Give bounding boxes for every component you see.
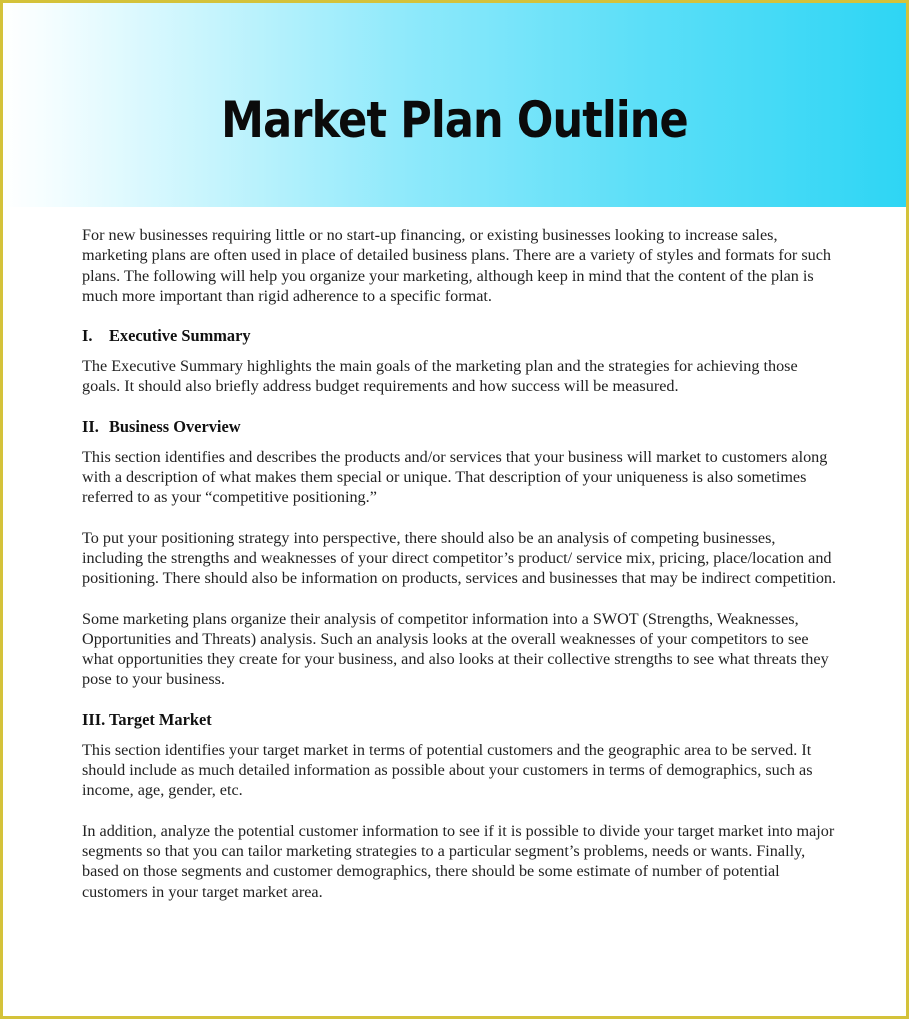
section-heading-target-market	[82, 710, 837, 730]
section-number: I.	[82, 326, 93, 346]
section-title: Executive Summary	[109, 326, 251, 346]
paragraph: Some marketing plans organize their analysis of competitor information into a SWOT (Strengths, Weaknesses, Opportunities and Threats) analysis. Such an analysis looks at the overall weaknesses of your competitors to see what opportunities they create for your business, and also looks at their collective strengths to see what threats they pose to your business.	[82, 609, 829, 689]
intro-paragraph: For new businesses requiring little or no start-up financing, or existing businesses looking to increase sales, marketing plans are often used in place of detailed business plans. There are a variety of styles and formats for such plans. The following will help you organize your marketing, although keep in mind that the content of the plan is much more important than rigid adherence to a specific format.	[82, 226, 832, 305]
document-body	[82, 225, 837, 902]
section-heading-executive-summary	[82, 326, 837, 346]
section-number: III.	[82, 709, 106, 729]
page-title: Market Plan Outline	[221, 91, 688, 149]
paragraph: This section identifies and describes the products and/or services that your business will market to customers along with a description of what makes them special or unique. That description of your uniqueness is also sometimes referred to as your “competitive positioning.”	[82, 447, 828, 507]
paragraph: To put your positioning strategy into perspective, there should also be an analysis of competing businesses, including the strengths and weaknesses of your direct competitor’s product/ service mix, pricing, place/location and positioning. There should also be information on products, services and businesses that may be indirect competition.	[82, 528, 837, 588]
section-title: Target Market	[109, 709, 212, 729]
paragraph: The Executive Summary highlights the main goals of the marketing plan and the strategies for achieving those goals. It should also briefly address budget requirements and how success will be measured.	[82, 357, 798, 396]
section-number: II.	[82, 416, 99, 436]
paragraph: In addition, analyze the potential customer information to see if it is possible to divide your target market into major segments so that you can tailor marketing strategies to a particular segment’s problems, needs or wants. Finally, based on those segments and customer demographics, there should be some estimate of number of potential customers in your target market area.	[82, 821, 835, 901]
header-banner	[3, 3, 906, 207]
paragraph: This section identifies your target market in terms of potential customers and the geographic area to be served. It should include as much detailed information as possible about your customers in terms of demographics, such as income, age, gender, etc.	[82, 740, 813, 800]
section-heading-business-overview	[82, 417, 837, 437]
section-title: Business Overview	[109, 416, 241, 436]
